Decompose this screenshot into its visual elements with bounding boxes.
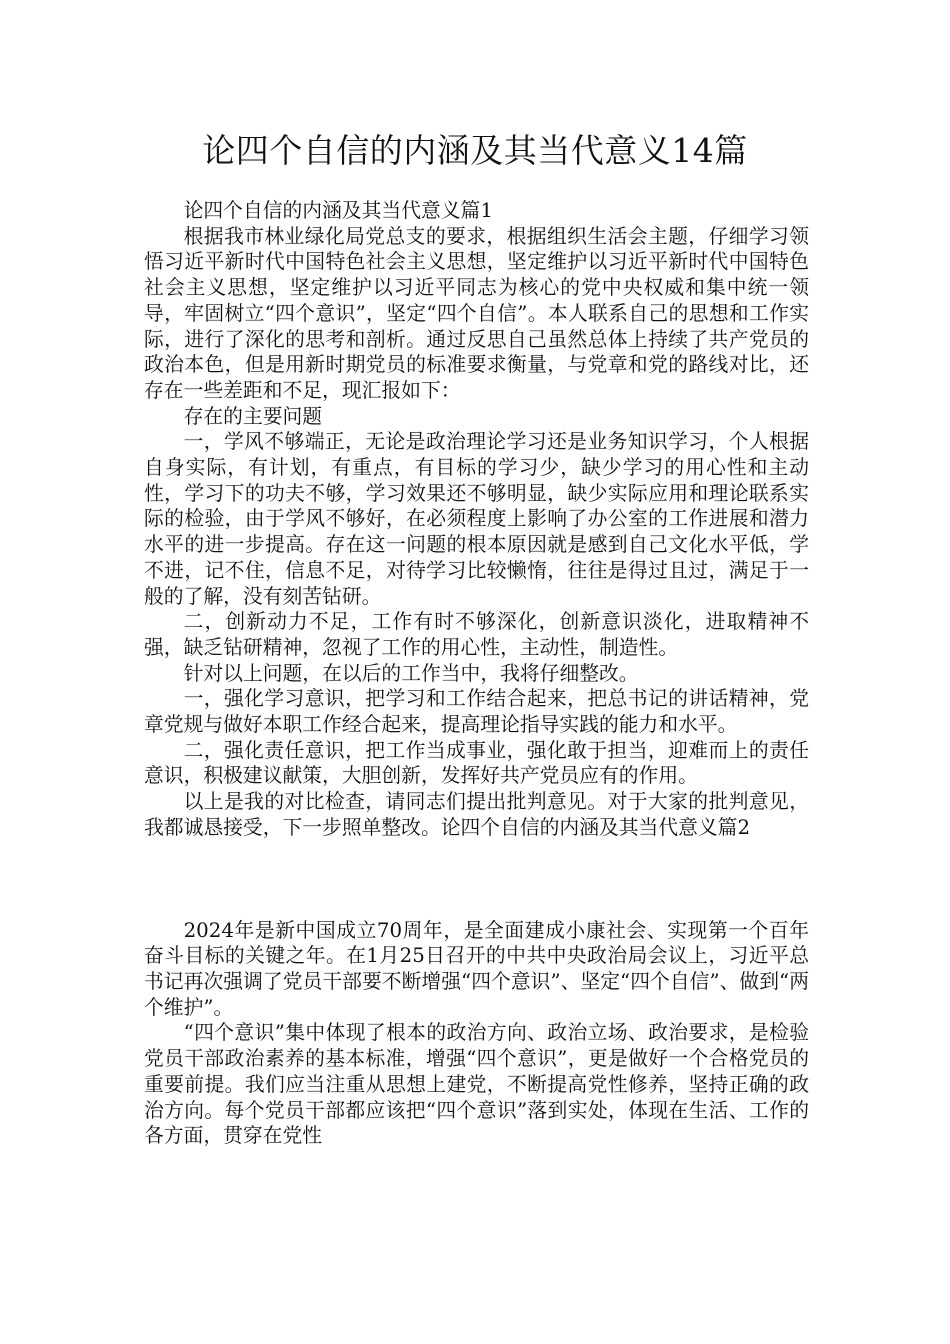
paragraph: 二，创新动力不足，工作有时不够深化，创新意识淡化，进取精神不强，缺乏钻研精神，忽视了工作的用心性，主动性，制造性。 (144, 610, 809, 659)
paragraph: 一，强化学习意识，把学习和工作结合起来，把总书记的讲话精神，党章党规与做好本职工作经合起来，提高理论指导实践的能力和水平。 (144, 687, 809, 737)
document-title: 论四个自信的内涵及其当代意义14篇 (202, 131, 748, 170)
paragraph: 针对以上问题，在以后的工作当中，我将仔细整改。 (183, 661, 639, 685)
section-heading-1: 论四个自信的内涵及其当代意义篇1 (183, 199, 493, 222)
paragraph: “四个意识”集中体现了根本的政治方向、政治立场、政治要求，是检验党员干部政治素养的基本标准，增强“四个意识”，更是做好一个合格党员的重要前提。我们应当注重从思想上建党，不断提高党性修养，坚持正确的政治方向。每个党员干部都应该把“四个意识”落到实处，体现在生活、工作的各方面，贯穿在党性 (144, 1021, 809, 1148)
blank-space (144, 841, 809, 918)
paragraph: 一，学风不够端正，无论是政治理论学习还是业务知识学习，个人根据自身实际，有计划，有重点，有目标的学习少，缺少学习的用心性和主动性，学习下的功夫不够，学习效果还不够明显，缺少实际应用和理论联系实际的检验，由于学风不够好，在必须程度上影响了办公室的工作进展和潜力水平的进一步提高。存在这一问题的根本原因就是感到自己文化水平低，学不进，记不住，信息不足，对待学习比较懒惰，往往是得过且过，满足于一般的了解，没有刻苦钻研。 (144, 430, 809, 608)
paragraph: 二，强化责任意识，把工作当成事业，强化敢于担当，迎难而上的责任意识，积极建议献策，大胆创新，发挥好共产党员应有的作用。 (144, 738, 809, 788)
subheading-main-problems: 存在的主要问题 (183, 404, 323, 428)
paragraph: 根据我市林业绿化局党总支的要求，根据组织生活会主题，仔细学习领悟习近平新时代中国特色社会主义思想，坚定维护以习近平新时代中国特色社会主义思想，坚定维护以习近平同志为核心的党中央权威和集中统一领导，牢固树立“四个意识”，坚定“四个自信”。本人联系自己的思想和工作实际，进行了深化的思考和剖析。通过反思自己虽然总体上持续了共产党员的政治本色，但是用新时期党员的标准要求衡量，与党章和党的路线对比，还存在一些差距和不足，现汇报如下： (144, 224, 809, 402)
paragraph: 2024年是新中国成立70周年，是全面建成小康社会、实现第一个百年奋斗目标的关键之年。在1月25日召开的中共中央政治局会议上，习近平总书记再次强调了党员干部要不断增强“四个意识”、坚定“四个自信”、做到“两个维护”。 (144, 918, 809, 1019)
paragraph: 以上是我的对比检查，请同志们提出批判意见。对于大家的批判意见，我都诚恳接受，下一步照单整改。论四个自信的内涵及其当代意义篇2 (144, 790, 809, 839)
document-body (144, 198, 809, 1149)
